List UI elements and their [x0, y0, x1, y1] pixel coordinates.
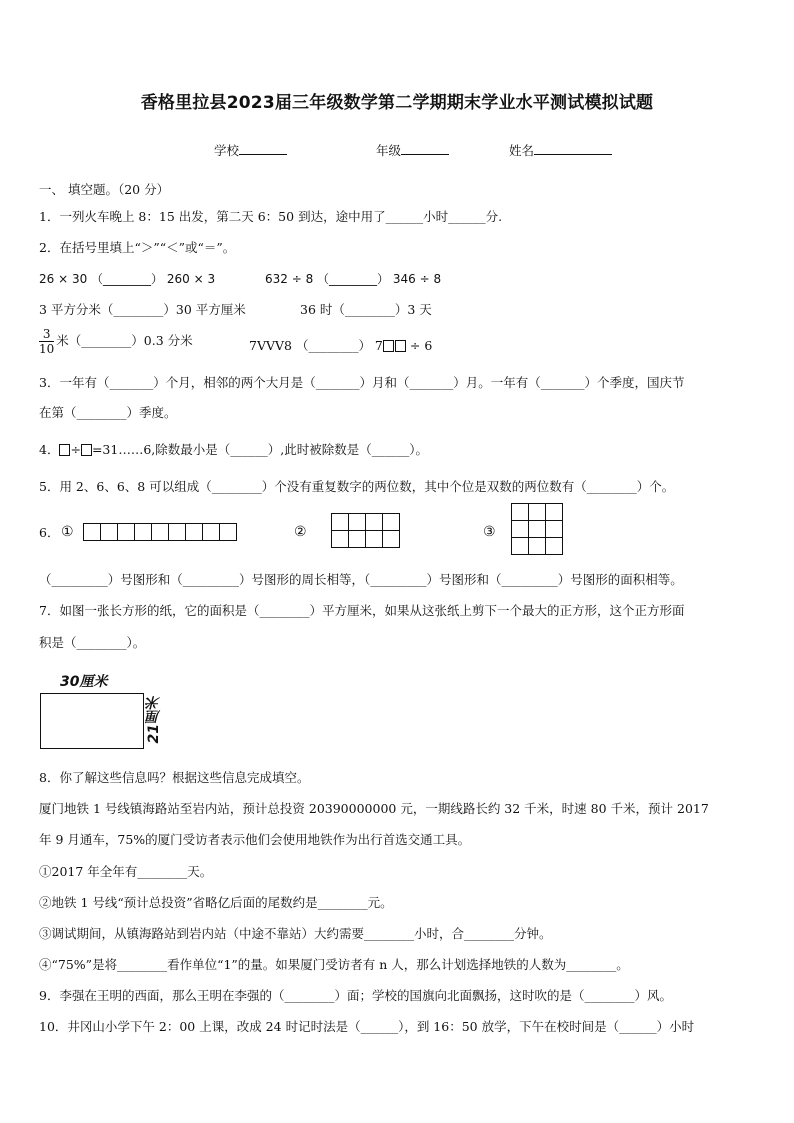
figure-1 — [84, 524, 237, 541]
question-10: 10．井冈山小学下午 2：00 上课，改成 24 时记时法是（______），到 16：50 放学，下午在校时间是（______）小时 — [39, 1019, 695, 1034]
name-label: 姓名 — [509, 143, 535, 158]
q6-number: 6． — [39, 525, 60, 540]
rectangle-length-label: 30厘米 — [60, 674, 108, 690]
figure-3 — [512, 504, 563, 555]
name-blank[interactable] — [534, 142, 612, 155]
question-2: 2．在括号里填上“＞”“＜”或“＝”。 — [39, 240, 236, 255]
q2-compare-3: 3 平方分米（________）30 平方厘米 — [39, 302, 246, 317]
box-icon — [81, 444, 92, 456]
q6-mark-3: ③ — [483, 524, 496, 540]
name-field — [509, 142, 612, 159]
rectangle-width-label: 21厘米 — [146, 696, 162, 744]
q8-paragraph-1: 厦门地铁 1 号线镇海路站至岩内站，预计总投资 20390000000 元，一期线路长约 32 千米，时速 80 千米，预计 2017 — [39, 801, 709, 816]
school-label: 学校 — [214, 143, 240, 158]
question-1: 1．一列火车晚上 8：15 出发，第二天 6：50 到达，途中用了______小时______分. — [39, 209, 503, 224]
q8-sub-2: ②地铁 1 号线“预计总投资”省略亿后面的尾数约是________元。 — [39, 895, 393, 910]
q4-number: 4． — [39, 442, 60, 457]
q8-sub-4: ④“75%”是将________看作单位“1”的量。如果厦门受访者有 n 人，那么计划选择地铁的人数为________。 — [39, 957, 629, 972]
school-blank[interactable] — [239, 142, 287, 155]
page-title: 香格里拉县2023届三年级数学第二学期期末学业水平测试模拟试题 — [140, 93, 654, 113]
question-7-line-1: 7．如图一张长方形的纸，它的面积是（________）平方厘米，如果从这张纸上剪下一个最大的正方形，这个正方形面 — [39, 603, 685, 618]
q6-mark-1: ① — [61, 524, 74, 540]
question-4 — [39, 442, 428, 458]
fraction-numerator: 3 — [39, 327, 54, 342]
question-7-line-2: 积是（________）。 — [39, 635, 146, 650]
question-6-answer: （_________）号图形和（_________）号图形的周长相等，（_________）号图形和（_________）号图形的面积相等。 — [39, 572, 683, 587]
q2-compare-6-text: 7VVV8 （________） 7 — [249, 338, 383, 353]
q2-compare-5-text: 米（________）0.3 分米 — [56, 333, 193, 348]
fraction-denominator: 10 — [39, 342, 55, 356]
q2-compare-5 — [39, 327, 193, 356]
grade-field — [376, 142, 449, 159]
grade-blank[interactable] — [401, 142, 449, 155]
question-3-line-2: 在第（________）季度。 — [39, 405, 177, 420]
q6-mark-2: ② — [294, 524, 307, 540]
question-3-line-1: 3．一年有（_______）个月，相邻的两个大月是（_______）月和（_______）月。一年有（_______）个季度，国庆节 — [39, 375, 685, 390]
q2-compare-6 — [249, 338, 432, 354]
q4-divide: ÷ — [70, 442, 81, 457]
question-9: 9．李强在王明的西面，那么王明在李强的（________）面；学校的国旗向北面飘扬，这时吹的是（________）风。 — [39, 988, 672, 1003]
box-icon — [383, 340, 394, 352]
box-icon — [395, 340, 406, 352]
school-field — [214, 142, 287, 159]
q2-compare-1: 26 × 30 （________） 260 × 3 — [39, 272, 216, 286]
figure-2 — [332, 514, 400, 548]
q4-text: =31……6,除数最小是（______）,此时被除数是（______）。 — [91, 442, 428, 457]
q2-compare-4: 36 时（________）3 天 — [300, 302, 432, 317]
q2-compare-2: 632 ÷ 8 （________） 346 ÷ 8 — [265, 272, 442, 286]
q8-sub-1: ①2017 年全年有________天。 — [39, 864, 213, 879]
q8-paragraph-2: 年 9 月通车，75%的厦门受访者表示他们会使用地铁作为出行首选交通工具。 — [39, 832, 471, 847]
rectangle-figure — [40, 693, 144, 749]
grade-label: 年级 — [376, 143, 402, 158]
q2-compare-6-tail: ÷ 6 — [409, 338, 433, 353]
section-heading: 一、 填空题。（20 分） — [39, 182, 170, 197]
q8-sub-3: ③调试期间，从镇海路站到岩内站（中途不靠站）大约需要________小时，合________分钟。 — [39, 926, 552, 941]
question-8-title: 8．你了解这些信息吗？根据这些信息完成填空。 — [39, 770, 310, 785]
fraction — [39, 327, 54, 356]
question-5: 5．用 2、6、6、8 可以组成（________）个没有重复数字的两位数，其中个位是双数的两位数有（________）个。 — [39, 479, 675, 494]
box-icon — [59, 444, 70, 456]
